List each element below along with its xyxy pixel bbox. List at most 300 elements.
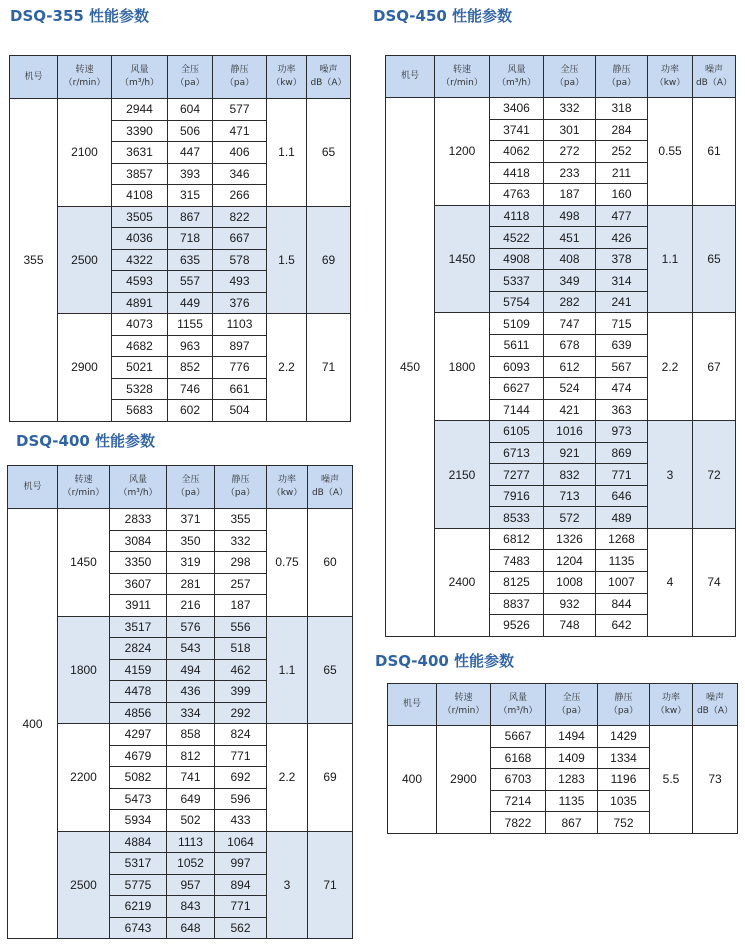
total-pressure-cell: 612 <box>544 356 596 378</box>
static-pressure-cell: 518 <box>215 638 267 660</box>
total-pressure-cell: 350 <box>167 530 215 552</box>
total-pressure-cell: 604 <box>168 99 213 121</box>
static-pressure-cell: 378 <box>596 248 648 270</box>
airflow-cell: 5667 <box>491 726 546 748</box>
header-noise <box>307 56 351 99</box>
performance-table-dsq400-2900 <box>387 683 738 834</box>
static-pressure-cell: 646 <box>596 485 648 507</box>
static-pressure-cell: 822 <box>213 206 267 228</box>
airflow-cell: 3857 <box>112 163 168 185</box>
airflow-cell: 4856 <box>110 702 167 724</box>
total-pressure-cell: 1135 <box>546 790 598 812</box>
total-pressure-cell: 748 <box>544 615 596 637</box>
header-noise <box>693 684 738 726</box>
header-airflow-unit: （m³/h） <box>118 488 158 498</box>
static-pressure-cell: 160 <box>596 184 648 206</box>
airflow-cell: 5611 <box>490 335 544 357</box>
total-pressure-cell: 506 <box>168 120 213 142</box>
header-total-pressure <box>544 56 596 98</box>
airflow-cell: 3406 <box>490 98 544 120</box>
header-noise-label: 噪声 <box>319 65 338 75</box>
header-airflow-label: 风量 <box>507 64 526 75</box>
model-cell: 355 <box>10 99 58 422</box>
airflow-cell: 7822 <box>491 812 546 834</box>
airflow-cell: 6105 <box>490 421 544 443</box>
header-power-unit: （kw） <box>654 77 686 88</box>
airflow-cell: 6812 <box>490 528 544 550</box>
airflow-cell: 5775 <box>110 874 167 896</box>
header-noise <box>308 466 353 509</box>
header-model: 机号 <box>386 56 435 98</box>
airflow-cell: 5337 <box>490 270 544 292</box>
header-power-label: 功率 <box>661 692 680 703</box>
total-pressure-cell: 858 <box>167 724 215 746</box>
total-pressure-cell: 543 <box>167 638 215 660</box>
header-speed-unit: （r/min） <box>442 705 485 716</box>
static-pressure-cell: 562 <box>215 917 267 939</box>
static-pressure-cell: 399 <box>215 681 267 703</box>
airflow-cell: 3911 <box>110 595 167 617</box>
speed-cell: 1450 <box>435 205 490 313</box>
static-pressure-cell: 639 <box>596 335 648 357</box>
header-airflow-label: 风量 <box>130 65 149 75</box>
header-airflow <box>110 466 167 509</box>
static-pressure-cell: 252 <box>596 141 648 163</box>
static-pressure-cell: 1429 <box>598 726 650 748</box>
total-pressure-cell: 557 <box>168 271 213 293</box>
airflow-cell: 4159 <box>110 659 167 681</box>
static-pressure-cell: 771 <box>215 745 267 767</box>
header-airflow-label: 风量 <box>128 475 147 485</box>
airflow-cell: 4418 <box>490 162 544 184</box>
speed-cell: 2500 <box>58 831 110 939</box>
total-pressure-cell: 408 <box>544 248 596 270</box>
noise-cell: 65 <box>307 99 351 207</box>
static-pressure-cell: 332 <box>215 530 267 552</box>
static-pressure-cell: 504 <box>213 400 267 422</box>
airflow-cell: 4679 <box>110 745 167 767</box>
static-pressure-cell: 266 <box>213 185 267 207</box>
table-row <box>8 616 353 638</box>
header-power-label: 功率 <box>660 64 679 75</box>
total-pressure-cell: 1204 <box>544 550 596 572</box>
table-row <box>386 205 736 227</box>
table-row <box>386 313 736 335</box>
total-pressure-cell: 451 <box>544 227 596 249</box>
header-speed <box>437 684 491 726</box>
airflow-cell: 5082 <box>110 767 167 789</box>
airflow-cell: 3607 <box>110 573 167 595</box>
table-header-row <box>388 684 738 726</box>
power-cell: 3 <box>648 421 693 529</box>
static-pressure-cell: 298 <box>215 552 267 574</box>
header-power-label: 功率 <box>277 65 296 75</box>
header-total-pressure-unit: （pa） <box>554 77 585 88</box>
total-pressure-cell: 233 <box>544 162 596 184</box>
total-pressure-cell: 281 <box>167 573 215 595</box>
header-noise-unit: dB（A） <box>311 488 349 498</box>
airflow-cell: 7483 <box>490 550 544 572</box>
header-total-pressure <box>168 56 213 99</box>
airflow-cell: 9526 <box>490 615 544 637</box>
static-pressure-cell: 426 <box>596 227 648 249</box>
total-pressure-cell: 332 <box>544 98 596 120</box>
static-pressure-cell: 715 <box>596 313 648 335</box>
airflow-cell: 4478 <box>110 681 167 703</box>
airflow-cell: 4593 <box>112 271 168 293</box>
total-pressure-cell: 1008 <box>544 572 596 594</box>
header-power <box>648 56 693 98</box>
total-pressure-cell: 741 <box>167 767 215 789</box>
airflow-cell: 5109 <box>490 313 544 335</box>
power-cell: 1.1 <box>267 616 308 724</box>
static-pressure-cell: 661 <box>213 378 267 400</box>
header-static-pressure <box>215 466 267 509</box>
power-cell: 1.1 <box>648 205 693 313</box>
total-pressure-cell: 436 <box>167 681 215 703</box>
header-noise-unit: dB（A） <box>310 78 347 88</box>
speed-cell: 2400 <box>435 528 490 636</box>
table-row <box>388 726 738 748</box>
static-pressure-cell: 363 <box>596 399 648 421</box>
static-pressure-cell: 211 <box>596 162 648 184</box>
static-pressure-cell: 596 <box>215 788 267 810</box>
static-pressure-cell: 556 <box>215 616 267 638</box>
noise-cell: 69 <box>307 206 351 314</box>
total-pressure-cell: 349 <box>544 270 596 292</box>
table-title-dsq450: DSQ-450 性能参数 <box>373 7 513 25</box>
header-airflow-unit: （m³/h） <box>496 77 537 88</box>
static-pressure-cell: 752 <box>598 812 650 834</box>
header-power-label: 功率 <box>277 475 296 485</box>
header-power-unit: （kw） <box>271 78 302 88</box>
static-pressure-cell: 776 <box>213 357 267 379</box>
header-noise-unit: dB（A） <box>695 77 733 88</box>
static-pressure-cell: 346 <box>213 163 267 185</box>
total-pressure-cell: 747 <box>544 313 596 335</box>
airflow-cell: 2833 <box>110 509 167 531</box>
airflow-cell: 7144 <box>490 399 544 421</box>
airflow-cell: 6713 <box>490 442 544 464</box>
airflow-cell: 6703 <box>491 769 546 791</box>
static-pressure-cell: 1334 <box>598 747 650 769</box>
table-row <box>8 509 353 531</box>
table-header-row <box>8 466 353 509</box>
header-speed-label: 转速 <box>74 475 93 485</box>
static-pressure-cell: 1196 <box>598 769 650 791</box>
header-static-pressure-unit: （pa） <box>224 78 255 88</box>
header-airflow-unit: （m³/h） <box>119 78 160 88</box>
total-pressure-cell: 272 <box>544 141 596 163</box>
static-pressure-cell: 1035 <box>598 790 650 812</box>
total-pressure-cell: 315 <box>168 185 213 207</box>
airflow-cell: 4108 <box>112 185 168 207</box>
airflow-cell: 3741 <box>490 119 544 141</box>
power-cell: 1.1 <box>267 99 307 207</box>
power-cell: 3 <box>267 831 308 939</box>
airflow-cell: 5754 <box>490 291 544 313</box>
header-static-pressure-label: 静压 <box>612 64 631 75</box>
total-pressure-cell: 921 <box>544 442 596 464</box>
header-noise <box>693 56 736 98</box>
model-cell: 450 <box>386 98 435 637</box>
static-pressure-cell: 771 <box>596 464 648 486</box>
speed-cell: 1800 <box>58 616 110 724</box>
airflow-cell: 6219 <box>110 896 167 918</box>
airflow-cell: 7916 <box>490 485 544 507</box>
total-pressure-cell: 449 <box>168 292 213 314</box>
airflow-cell: 5328 <box>112 378 168 400</box>
header-static-pressure-label: 静压 <box>614 692 633 703</box>
header-model: 机号 <box>10 56 58 99</box>
static-pressure-cell: 406 <box>213 142 267 164</box>
static-pressure-cell: 433 <box>215 810 267 832</box>
header-static-pressure <box>598 684 650 726</box>
header-speed <box>58 466 110 509</box>
header-speed-label: 转速 <box>454 692 473 703</box>
header-model: 机号 <box>8 466 58 509</box>
total-pressure-cell: 812 <box>167 745 215 767</box>
total-pressure-cell: 635 <box>168 249 213 271</box>
total-pressure-cell: 718 <box>168 228 213 250</box>
header-power-unit: （kw） <box>271 488 303 498</box>
table-row <box>386 528 736 550</box>
airflow-cell: 3350 <box>110 552 167 574</box>
speed-cell: 2900 <box>58 314 112 422</box>
header-total-pressure <box>167 466 215 509</box>
total-pressure-cell: 867 <box>546 812 598 834</box>
total-pressure-cell: 371 <box>167 509 215 531</box>
noise-cell: 71 <box>308 831 353 939</box>
airflow-cell: 5683 <box>112 400 168 422</box>
header-static-pressure <box>596 56 648 98</box>
noise-cell: 74 <box>693 528 736 636</box>
header-airflow <box>112 56 168 99</box>
total-pressure-cell: 301 <box>544 119 596 141</box>
performance-table-dsq450 <box>385 55 736 637</box>
airflow-cell: 3631 <box>112 142 168 164</box>
power-cell: 2.2 <box>267 724 308 832</box>
total-pressure-cell: 843 <box>167 896 215 918</box>
airflow-cell: 4522 <box>490 227 544 249</box>
total-pressure-cell: 648 <box>167 917 215 939</box>
header-noise-label: 噪声 <box>705 692 724 703</box>
total-pressure-cell: 713 <box>544 485 596 507</box>
airflow-cell: 2824 <box>110 638 167 660</box>
noise-cell: 71 <box>307 314 351 422</box>
static-pressure-cell: 997 <box>215 853 267 875</box>
header-airflow-unit: （m³/h） <box>498 705 538 716</box>
airflow-cell: 4891 <box>112 292 168 314</box>
table-row <box>10 99 351 121</box>
table-title-dsq355: DSQ-355 性能参数 <box>10 7 150 25</box>
total-pressure-cell: 576 <box>167 616 215 638</box>
total-pressure-cell: 932 <box>544 593 596 615</box>
static-pressure-cell: 355 <box>215 509 267 531</box>
header-noise-label: 噪声 <box>320 475 339 485</box>
model-cell: 400 <box>8 509 58 939</box>
header-power <box>267 56 307 99</box>
total-pressure-cell: 1052 <box>167 853 215 875</box>
header-model: 机号 <box>388 684 437 726</box>
airflow-cell: 4908 <box>490 248 544 270</box>
power-cell: 0.55 <box>648 98 693 206</box>
model-cell: 400 <box>388 726 437 834</box>
static-pressure-cell: 577 <box>213 99 267 121</box>
noise-cell: 67 <box>693 313 736 421</box>
noise-cell: 60 <box>308 509 353 617</box>
table-header-row <box>10 56 351 99</box>
airflow-cell: 4073 <box>112 314 168 336</box>
total-pressure-cell: 963 <box>168 335 213 357</box>
header-static-pressure-unit: （pa） <box>606 77 637 88</box>
static-pressure-cell: 1007 <box>596 572 648 594</box>
total-pressure-cell: 1326 <box>544 528 596 550</box>
static-pressure-cell: 869 <box>596 442 648 464</box>
speed-cell: 1800 <box>435 313 490 421</box>
airflow-cell: 3084 <box>110 530 167 552</box>
airflow-cell: 4682 <box>112 335 168 357</box>
speed-cell: 1200 <box>435 98 490 206</box>
total-pressure-cell: 678 <box>544 335 596 357</box>
table-row <box>8 831 353 853</box>
airflow-cell: 7214 <box>491 790 546 812</box>
header-airflow <box>490 56 544 98</box>
total-pressure-cell: 1016 <box>544 421 596 443</box>
airflow-cell: 5317 <box>110 853 167 875</box>
header-speed-unit: （r/min） <box>62 488 105 498</box>
total-pressure-cell: 187 <box>544 184 596 206</box>
airflow-cell: 4036 <box>112 228 168 250</box>
power-cell: 2.2 <box>267 314 307 422</box>
static-pressure-cell: 376 <box>213 292 267 314</box>
speed-cell: 1450 <box>58 509 110 617</box>
static-pressure-cell: 1135 <box>596 550 648 572</box>
static-pressure-cell: 692 <box>215 767 267 789</box>
airflow-cell: 5934 <box>110 810 167 832</box>
airflow-cell: 6168 <box>491 747 546 769</box>
static-pressure-cell: 493 <box>213 271 267 293</box>
power-cell: 0.75 <box>267 509 308 617</box>
airflow-cell: 4297 <box>110 724 167 746</box>
total-pressure-cell: 282 <box>544 291 596 313</box>
static-pressure-cell: 1103 <box>213 314 267 336</box>
total-pressure-cell: 1494 <box>546 726 598 748</box>
speed-cell: 2200 <box>58 724 110 832</box>
noise-cell: 72 <box>693 421 736 529</box>
airflow-cell: 7277 <box>490 464 544 486</box>
power-cell: 2.2 <box>648 313 693 421</box>
static-pressure-cell: 578 <box>213 249 267 271</box>
total-pressure-cell: 524 <box>544 378 596 400</box>
total-pressure-cell: 334 <box>167 702 215 724</box>
airflow-cell: 4118 <box>490 205 544 227</box>
header-total-pressure-label: 全压 <box>562 692 581 703</box>
header-total-pressure <box>546 684 598 726</box>
header-static-pressure-unit: （pa） <box>225 488 256 498</box>
total-pressure-cell: 1113 <box>167 831 215 853</box>
noise-cell: 65 <box>308 616 353 724</box>
noise-cell: 61 <box>693 98 736 206</box>
airflow-cell: 8533 <box>490 507 544 529</box>
total-pressure-cell: 498 <box>544 205 596 227</box>
airflow-cell: 2944 <box>112 99 168 121</box>
static-pressure-cell: 241 <box>596 291 648 313</box>
static-pressure-cell: 567 <box>596 356 648 378</box>
header-airflow-label: 风量 <box>508 692 527 703</box>
noise-cell: 69 <box>308 724 353 832</box>
static-pressure-cell: 314 <box>596 270 648 292</box>
total-pressure-cell: 957 <box>167 874 215 896</box>
table-title-dsq400-2900: DSQ-400 性能参数 <box>375 652 515 670</box>
static-pressure-cell: 1064 <box>215 831 267 853</box>
static-pressure-cell: 292 <box>215 702 267 724</box>
power-cell: 5.5 <box>650 726 693 834</box>
header-speed-label: 转速 <box>452 64 471 75</box>
speed-cell: 2100 <box>58 99 112 207</box>
static-pressure-cell: 844 <box>596 593 648 615</box>
static-pressure-cell: 824 <box>215 724 267 746</box>
header-speed <box>435 56 490 98</box>
static-pressure-cell: 642 <box>596 615 648 637</box>
static-pressure-cell: 257 <box>215 573 267 595</box>
airflow-cell: 6093 <box>490 356 544 378</box>
static-pressure-cell: 1268 <box>596 528 648 550</box>
header-power <box>267 466 308 509</box>
airflow-cell: 8837 <box>490 593 544 615</box>
total-pressure-cell: 649 <box>167 788 215 810</box>
table-row <box>10 314 351 336</box>
header-total-pressure-label: 全压 <box>181 475 200 485</box>
airflow-cell: 4322 <box>112 249 168 271</box>
header-speed-unit: （r/min） <box>63 78 106 88</box>
airflow-cell: 4884 <box>110 831 167 853</box>
airflow-cell: 5021 <box>112 357 168 379</box>
total-pressure-cell: 746 <box>168 378 213 400</box>
static-pressure-cell: 771 <box>215 896 267 918</box>
total-pressure-cell: 393 <box>168 163 213 185</box>
airflow-cell: 6627 <box>490 378 544 400</box>
header-total-pressure-unit: （pa） <box>175 78 205 88</box>
static-pressure-cell: 284 <box>596 119 648 141</box>
power-cell: 4 <box>648 528 693 636</box>
table-row <box>386 98 736 120</box>
header-noise-unit: dB（A） <box>696 705 734 716</box>
static-pressure-cell: 187 <box>215 595 267 617</box>
total-pressure-cell: 602 <box>168 400 213 422</box>
total-pressure-cell: 502 <box>167 810 215 832</box>
header-speed <box>58 56 112 99</box>
header-total-pressure-label: 全压 <box>180 65 199 75</box>
airflow-cell: 3505 <box>112 206 168 228</box>
speed-cell: 2900 <box>437 726 491 834</box>
airflow-cell: 4763 <box>490 184 544 206</box>
speed-cell: 2500 <box>58 206 112 314</box>
header-power <box>650 684 693 726</box>
table-title-dsq400: DSQ-400 性能参数 <box>16 432 156 450</box>
total-pressure-cell: 421 <box>544 399 596 421</box>
header-static-pressure-unit: （pa） <box>608 705 639 716</box>
header-total-pressure-label: 全压 <box>560 64 579 75</box>
total-pressure-cell: 1283 <box>546 769 598 791</box>
airflow-cell: 4062 <box>490 141 544 163</box>
speed-cell: 2150 <box>435 421 490 529</box>
total-pressure-cell: 216 <box>167 595 215 617</box>
static-pressure-cell: 897 <box>213 335 267 357</box>
performance-table-dsq355 <box>9 55 351 422</box>
table-row <box>10 206 351 228</box>
header-speed-unit: （r/min） <box>441 77 483 88</box>
